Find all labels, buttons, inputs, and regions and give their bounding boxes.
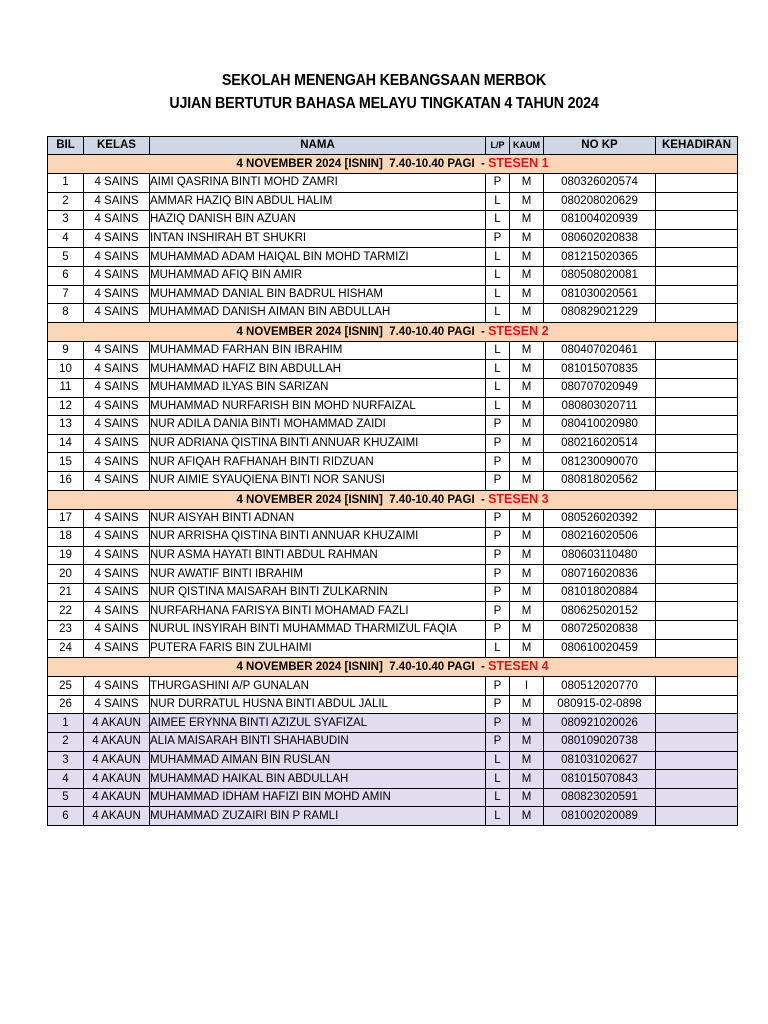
cell-kelas: 4 AKAUN bbox=[84, 807, 150, 826]
cell-kaum: I bbox=[510, 677, 544, 696]
cell-kehadiran[interactable] bbox=[656, 378, 738, 397]
cell-bil: 26 bbox=[48, 695, 84, 714]
cell-nama: NUR ASMA HAYATI BINTI ABDUL RAHMAN bbox=[150, 546, 486, 565]
cell-kaum: M bbox=[510, 248, 544, 267]
cell-kaum: M bbox=[510, 733, 544, 752]
cell-bil: 2 bbox=[48, 192, 84, 211]
session-label bbox=[48, 658, 738, 677]
cell-kaum: M bbox=[510, 807, 544, 826]
cell-kaum: M bbox=[510, 285, 544, 304]
table-row bbox=[48, 770, 738, 789]
cell-lp: P bbox=[486, 453, 510, 472]
stesen-label: STESEN 2 bbox=[488, 323, 549, 338]
cell-nokp: 081030020561 bbox=[544, 285, 656, 304]
table-row bbox=[48, 509, 738, 528]
cell-kelas: 4 SAINS bbox=[84, 565, 150, 584]
cell-kelas: 4 SAINS bbox=[84, 192, 150, 211]
session-date: 4 NOVEMBER 2024 [ISNIN] 7.40-10.40 PAGI - bbox=[236, 158, 489, 170]
session-label bbox=[48, 155, 738, 174]
cell-kaum: M bbox=[510, 714, 544, 733]
cell-nama: MUHAMMAD DANIAL BIN BADRUL HISHAM bbox=[150, 285, 486, 304]
cell-lp: P bbox=[486, 471, 510, 490]
session-label bbox=[48, 490, 738, 509]
cell-nokp: 080707020949 bbox=[544, 378, 656, 397]
cell-nokp: 080216020514 bbox=[544, 434, 656, 453]
cell-bil: 1 bbox=[48, 714, 84, 733]
cell-nokp: 080915-02-0898 bbox=[544, 695, 656, 714]
cell-nokp: 080326020574 bbox=[544, 174, 656, 193]
cell-lp: L bbox=[486, 751, 510, 770]
col-kaum: KAUM bbox=[510, 137, 544, 155]
cell-bil: 4 bbox=[48, 229, 84, 248]
cell-nokp: 081230090070 bbox=[544, 453, 656, 472]
cell-lp: P bbox=[486, 509, 510, 528]
cell-kehadiran[interactable] bbox=[656, 788, 738, 807]
table-row bbox=[48, 192, 738, 211]
cell-bil: 8 bbox=[48, 304, 84, 323]
col-nokp: NO KP bbox=[544, 137, 656, 155]
cell-nama: NURFARHANA FARISYA BINTI MOHAMAD FAZLI bbox=[150, 602, 486, 621]
cell-kelas: 4 SAINS bbox=[84, 695, 150, 714]
cell-nama: HAZIQ DANISH BIN AZUAN bbox=[150, 211, 486, 230]
cell-nokp: 080625020152 bbox=[544, 602, 656, 621]
session-date: 4 NOVEMBER 2024 [ISNIN] 7.40-10.40 PAGI - bbox=[236, 493, 489, 506]
cell-kaum: M bbox=[510, 360, 544, 379]
cell-kelas: 4 SAINS bbox=[84, 639, 150, 658]
cell-lp: L bbox=[486, 304, 510, 323]
cell-nama: AIMEE ERYNNA BINTI AZIZUL SYAFIZAL bbox=[150, 714, 486, 733]
cell-kehadiran[interactable] bbox=[656, 509, 738, 528]
cell-nama: MUHAMMAD IDHAM HAFIZI BIN MOHD AMIN bbox=[150, 788, 486, 807]
cell-kaum: M bbox=[510, 434, 544, 453]
cell-kaum: M bbox=[510, 378, 544, 397]
cell-kaum: M bbox=[510, 397, 544, 416]
cell-kehadiran[interactable] bbox=[656, 397, 738, 416]
cell-nokp: 080823020591 bbox=[544, 788, 656, 807]
cell-lp: L bbox=[486, 397, 510, 416]
cell-nama: MUHAMMAD HAIKAL BIN ABDULLAH bbox=[150, 770, 486, 789]
table-row bbox=[48, 565, 738, 584]
cell-nama: INTAN INSHIRAH BT SHUKRI bbox=[150, 229, 486, 248]
stesen-label: STESEN 3 bbox=[488, 491, 549, 506]
col-nama: NAMA bbox=[150, 137, 486, 155]
cell-lp: P bbox=[486, 528, 510, 547]
table-row bbox=[48, 416, 738, 435]
table-row bbox=[48, 583, 738, 602]
cell-bil: 13 bbox=[48, 416, 84, 435]
cell-kehadiran[interactable] bbox=[656, 471, 738, 490]
cell-kehadiran[interactable] bbox=[656, 639, 738, 658]
cell-kaum: M bbox=[510, 304, 544, 323]
cell-nama: AMMAR HAZIQ BIN ABDUL HALIM bbox=[150, 192, 486, 211]
cell-kaum: M bbox=[510, 192, 544, 211]
cell-nama: NUR ADILA DANIA BINTI MOHAMMAD ZAIDI bbox=[150, 416, 486, 435]
session-date: 4 NOVEMBER 2024 [ISNIN] 7.40-10.40 PAGI - bbox=[236, 661, 489, 674]
cell-lp: P bbox=[486, 174, 510, 193]
cell-kelas: 4 AKAUN bbox=[84, 733, 150, 752]
table-row bbox=[48, 788, 738, 807]
cell-lp: P bbox=[486, 434, 510, 453]
exam-title: UJIAN BERTUTUR BAHASA MELAYU TINGKATAN 4 TAHUN 2024 bbox=[169, 95, 599, 112]
cell-kehadiran[interactable] bbox=[656, 211, 738, 230]
table-row bbox=[48, 434, 738, 453]
cell-kehadiran[interactable] bbox=[656, 248, 738, 267]
cell-kelas: 4 SAINS bbox=[84, 360, 150, 379]
col-kelas: KELAS bbox=[84, 137, 150, 155]
cell-nama: MUHAMMAD FARHAN BIN IBRAHIM bbox=[150, 341, 486, 360]
cell-kehadiran[interactable] bbox=[656, 285, 738, 304]
cell-nokp: 080716020836 bbox=[544, 565, 656, 584]
stesen-label: STESEN 1 bbox=[488, 156, 549, 170]
cell-kehadiran[interactable] bbox=[656, 416, 738, 435]
cell-nokp: 080921020026 bbox=[544, 714, 656, 733]
cell-kelas: 4 SAINS bbox=[84, 621, 150, 640]
stesen-label: STESEN 4 bbox=[488, 659, 549, 674]
cell-kehadiran[interactable] bbox=[656, 770, 738, 789]
cell-lp: P bbox=[486, 602, 510, 621]
cell-lp: L bbox=[486, 285, 510, 304]
cell-nokp: 080725020838 bbox=[544, 621, 656, 640]
cell-nama: MUHAMMAD AIMAN BIN RUSLAN bbox=[150, 751, 486, 770]
cell-lp: P bbox=[486, 565, 510, 584]
cell-kaum: M bbox=[510, 751, 544, 770]
cell-kehadiran[interactable] bbox=[656, 695, 738, 714]
cell-lp: P bbox=[486, 546, 510, 565]
cell-bil: 4 bbox=[48, 770, 84, 789]
cell-nokp: 080208020629 bbox=[544, 192, 656, 211]
cell-bil: 1 bbox=[48, 174, 84, 193]
cell-bil: 9 bbox=[48, 341, 84, 360]
cell-kaum: M bbox=[510, 509, 544, 528]
cell-lp: L bbox=[486, 788, 510, 807]
cell-lp: L bbox=[486, 807, 510, 826]
table-row bbox=[48, 807, 738, 826]
cell-nokp: 080407020461 bbox=[544, 341, 656, 360]
table-row bbox=[48, 751, 738, 770]
cell-kelas: 4 AKAUN bbox=[84, 751, 150, 770]
cell-kelas: 4 SAINS bbox=[84, 602, 150, 621]
cell-bil: 2 bbox=[48, 733, 84, 752]
cell-nokp: 080603110480 bbox=[544, 546, 656, 565]
cell-lp: L bbox=[486, 770, 510, 789]
table-row bbox=[48, 695, 738, 714]
cell-kelas: 4 SAINS bbox=[84, 211, 150, 230]
cell-bil: 22 bbox=[48, 602, 84, 621]
session-row bbox=[48, 490, 738, 509]
cell-kelas: 4 SAINS bbox=[84, 416, 150, 435]
cell-nama: NUR ADRIANA QISTINA BINTI ANNUAR KHUZAIMI bbox=[150, 434, 486, 453]
cell-kaum: M bbox=[510, 621, 544, 640]
table-row bbox=[48, 471, 738, 490]
col-lp: L/P bbox=[486, 137, 510, 155]
cell-kelas: 4 SAINS bbox=[84, 528, 150, 547]
session-date: 4 NOVEMBER 2024 [ISNIN] 7.40-10.40 PAGI - bbox=[236, 325, 489, 338]
cell-kelas: 4 SAINS bbox=[84, 509, 150, 528]
col-bil: BIL bbox=[48, 137, 84, 155]
cell-nokp: 080526020392 bbox=[544, 509, 656, 528]
cell-kaum: M bbox=[510, 639, 544, 658]
cell-lp: L bbox=[486, 378, 510, 397]
cell-kelas: 4 SAINS bbox=[84, 174, 150, 193]
cell-kehadiran[interactable] bbox=[656, 229, 738, 248]
cell-kaum: M bbox=[510, 695, 544, 714]
cell-nama: MUHAMMAD ZUZAIRI BIN P RAMLI bbox=[150, 807, 486, 826]
table-row bbox=[48, 639, 738, 658]
cell-nama: MUHAMMAD NURFARISH BIN MOHD NURFAIZAL bbox=[150, 397, 486, 416]
cell-bil: 11 bbox=[48, 378, 84, 397]
table-row bbox=[48, 453, 738, 472]
cell-bil: 21 bbox=[48, 583, 84, 602]
cell-kaum: M bbox=[510, 471, 544, 490]
cell-lp: P bbox=[486, 677, 510, 696]
cell-kehadiran[interactable] bbox=[656, 341, 738, 360]
cell-bil: 14 bbox=[48, 434, 84, 453]
table-row bbox=[48, 229, 738, 248]
cell-kehadiran[interactable] bbox=[656, 714, 738, 733]
cell-nama: NUR DURRATUL HUSNA BINTI ABDUL JALIL bbox=[150, 695, 486, 714]
table-row bbox=[48, 714, 738, 733]
table-row bbox=[48, 211, 738, 230]
table-row bbox=[48, 248, 738, 267]
cell-kelas: 4 SAINS bbox=[84, 266, 150, 285]
cell-kaum: M bbox=[510, 583, 544, 602]
table-row bbox=[48, 546, 738, 565]
cell-nokp: 080109020738 bbox=[544, 733, 656, 752]
cell-lp: P bbox=[486, 621, 510, 640]
cell-nama: NUR AWATIF BINTI IBRAHIM bbox=[150, 565, 486, 584]
cell-nama: NURUL INSYIRAH BINTI MUHAMMAD THARMIZUL FAQIA bbox=[150, 621, 486, 640]
cell-kehadiran[interactable] bbox=[656, 528, 738, 547]
cell-lp: L bbox=[486, 360, 510, 379]
cell-kelas: 4 SAINS bbox=[84, 677, 150, 696]
session-row bbox=[48, 155, 738, 174]
cell-kaum: M bbox=[510, 602, 544, 621]
cell-kehadiran[interactable] bbox=[656, 565, 738, 584]
cell-kelas: 4 SAINS bbox=[84, 546, 150, 565]
cell-bil: 19 bbox=[48, 546, 84, 565]
cell-kehadiran[interactable] bbox=[656, 602, 738, 621]
cell-nokp: 080512020770 bbox=[544, 677, 656, 696]
cell-kaum: M bbox=[510, 266, 544, 285]
cell-nama: MUHAMMAD DANISH AIMAN BIN ABDULLAH bbox=[150, 304, 486, 323]
cell-nama: NUR AISYAH BINTI ADNAN bbox=[150, 509, 486, 528]
cell-kaum: M bbox=[510, 416, 544, 435]
cell-kaum: M bbox=[510, 770, 544, 789]
cell-nama: NUR AIMIE SYAUQIENA BINTI NOR SANUSI bbox=[150, 471, 486, 490]
cell-bil: 12 bbox=[48, 397, 84, 416]
cell-nokp: 081002020089 bbox=[544, 807, 656, 826]
school-name: SEKOLAH MENENGAH KEBANGSAAN MERBOK bbox=[221, 72, 547, 89]
cell-kehadiran[interactable] bbox=[656, 621, 738, 640]
cell-kaum: M bbox=[510, 341, 544, 360]
cell-kehadiran[interactable] bbox=[656, 677, 738, 696]
table-row bbox=[48, 733, 738, 752]
cell-kaum: M bbox=[510, 229, 544, 248]
table-row bbox=[48, 174, 738, 193]
cell-nokp: 081015070835 bbox=[544, 360, 656, 379]
cell-nama: AIMI QASRINA BINTI MOHD ZAMRI bbox=[150, 174, 486, 193]
cell-nama: NUR AFIQAH RAFHANAH BINTI RIDZUAN bbox=[150, 453, 486, 472]
cell-kehadiran[interactable] bbox=[656, 174, 738, 193]
cell-kaum: M bbox=[510, 174, 544, 193]
cell-nokp: 080602020838 bbox=[544, 229, 656, 248]
table-row bbox=[48, 621, 738, 640]
cell-kelas: 4 SAINS bbox=[84, 378, 150, 397]
cell-kaum: M bbox=[510, 528, 544, 547]
cell-kehadiran[interactable] bbox=[656, 546, 738, 565]
cell-nama: ALIA MAISARAH BINTI SHAHABUDIN bbox=[150, 733, 486, 752]
cell-nama: MUHAMMAD ILYAS BIN SARIZAN bbox=[150, 378, 486, 397]
cell-lp: P bbox=[486, 229, 510, 248]
table-row bbox=[48, 677, 738, 696]
table-row bbox=[48, 285, 738, 304]
cell-lp: P bbox=[486, 583, 510, 602]
cell-bil: 7 bbox=[48, 285, 84, 304]
col-kehadiran: KEHADIRAN bbox=[656, 137, 738, 155]
cell-kelas: 4 SAINS bbox=[84, 229, 150, 248]
cell-nama: NUR QISTINA MAISARAH BINTI ZULKARNIN bbox=[150, 583, 486, 602]
cell-bil: 23 bbox=[48, 621, 84, 640]
cell-nama: MUHAMMAD ADAM HAIQAL BIN MOHD TARMIZI bbox=[150, 248, 486, 267]
table-row bbox=[48, 397, 738, 416]
cell-nokp: 081018020884 bbox=[544, 583, 656, 602]
cell-kelas: 4 SAINS bbox=[84, 397, 150, 416]
cell-kehadiran[interactable] bbox=[656, 266, 738, 285]
table-row bbox=[48, 341, 738, 360]
cell-kehadiran[interactable] bbox=[656, 583, 738, 602]
cell-nokp: 080803020711 bbox=[544, 397, 656, 416]
cell-bil: 25 bbox=[48, 677, 84, 696]
cell-bil: 16 bbox=[48, 471, 84, 490]
cell-bil: 20 bbox=[48, 565, 84, 584]
table-row bbox=[48, 360, 738, 379]
cell-bil: 3 bbox=[48, 211, 84, 230]
cell-nokp: 080610020459 bbox=[544, 639, 656, 658]
table-row bbox=[48, 528, 738, 547]
cell-kelas: 4 SAINS bbox=[84, 341, 150, 360]
cell-lp: L bbox=[486, 341, 510, 360]
cell-lp: P bbox=[486, 714, 510, 733]
cell-nokp: 080216020506 bbox=[544, 528, 656, 547]
cell-kehadiran[interactable] bbox=[656, 453, 738, 472]
cell-kelas: 4 SAINS bbox=[84, 248, 150, 267]
cell-kelas: 4 AKAUN bbox=[84, 714, 150, 733]
cell-kehadiran[interactable] bbox=[656, 192, 738, 211]
cell-nokp: 080410020980 bbox=[544, 416, 656, 435]
cell-kelas: 4 AKAUN bbox=[84, 788, 150, 807]
student-table bbox=[47, 136, 738, 826]
cell-kelas: 4 AKAUN bbox=[84, 770, 150, 789]
cell-bil: 6 bbox=[48, 266, 84, 285]
cell-kaum: M bbox=[510, 546, 544, 565]
cell-lp: P bbox=[486, 416, 510, 435]
cell-kehadiran[interactable] bbox=[656, 807, 738, 826]
cell-nokp: 081004020939 bbox=[544, 211, 656, 230]
cell-kelas: 4 SAINS bbox=[84, 583, 150, 602]
cell-lp: P bbox=[486, 733, 510, 752]
cell-bil: 15 bbox=[48, 453, 84, 472]
cell-bil: 5 bbox=[48, 788, 84, 807]
cell-lp: L bbox=[486, 211, 510, 230]
cell-nokp: 080829021229 bbox=[544, 304, 656, 323]
cell-kelas: 4 SAINS bbox=[84, 434, 150, 453]
cell-lp: L bbox=[486, 192, 510, 211]
cell-kelas: 4 SAINS bbox=[84, 304, 150, 323]
cell-nama: MUHAMMAD HAFIZ BIN ABDULLAH bbox=[150, 360, 486, 379]
cell-kehadiran[interactable] bbox=[656, 304, 738, 323]
cell-kehadiran[interactable] bbox=[656, 434, 738, 453]
cell-kehadiran[interactable] bbox=[656, 751, 738, 770]
table-row bbox=[48, 266, 738, 285]
session-row bbox=[48, 322, 738, 341]
cell-nokp: 081215020365 bbox=[544, 248, 656, 267]
cell-kehadiran[interactable] bbox=[656, 733, 738, 752]
table-row bbox=[48, 304, 738, 323]
cell-nama: MUHAMMAD AFIQ BIN AMIR bbox=[150, 266, 486, 285]
cell-nama: THURGASHINI A/P GUNALAN bbox=[150, 677, 486, 696]
cell-nokp: 081031020627 bbox=[544, 751, 656, 770]
cell-bil: 5 bbox=[48, 248, 84, 267]
header-row bbox=[48, 137, 738, 155]
cell-kelas: 4 SAINS bbox=[84, 471, 150, 490]
cell-kehadiran[interactable] bbox=[656, 360, 738, 379]
cell-nokp: 080508020081 bbox=[544, 266, 656, 285]
cell-nama: NUR ARRISHA QISTINA BINTI ANNUAR KHUZAIMI bbox=[150, 528, 486, 547]
cell-bil: 6 bbox=[48, 807, 84, 826]
cell-lp: P bbox=[486, 695, 510, 714]
cell-lp: L bbox=[486, 266, 510, 285]
table-row bbox=[48, 602, 738, 621]
cell-bil: 24 bbox=[48, 639, 84, 658]
cell-bil: 3 bbox=[48, 751, 84, 770]
cell-bil: 18 bbox=[48, 528, 84, 547]
cell-bil: 10 bbox=[48, 360, 84, 379]
cell-kaum: M bbox=[510, 211, 544, 230]
cell-kelas: 4 SAINS bbox=[84, 453, 150, 472]
cell-nama: PUTERA FARIS BIN ZULHAIMI bbox=[150, 639, 486, 658]
session-label bbox=[48, 322, 738, 341]
session-row bbox=[48, 658, 738, 677]
cell-nokp: 080818020562 bbox=[544, 471, 656, 490]
cell-lp: L bbox=[486, 248, 510, 267]
cell-kelas: 4 SAINS bbox=[84, 285, 150, 304]
cell-bil: 17 bbox=[48, 509, 84, 528]
cell-kaum: M bbox=[510, 788, 544, 807]
cell-kaum: M bbox=[510, 453, 544, 472]
cell-kaum: M bbox=[510, 565, 544, 584]
table-row bbox=[48, 378, 738, 397]
cell-lp: L bbox=[486, 639, 510, 658]
cell-nokp: 081015070843 bbox=[544, 770, 656, 789]
